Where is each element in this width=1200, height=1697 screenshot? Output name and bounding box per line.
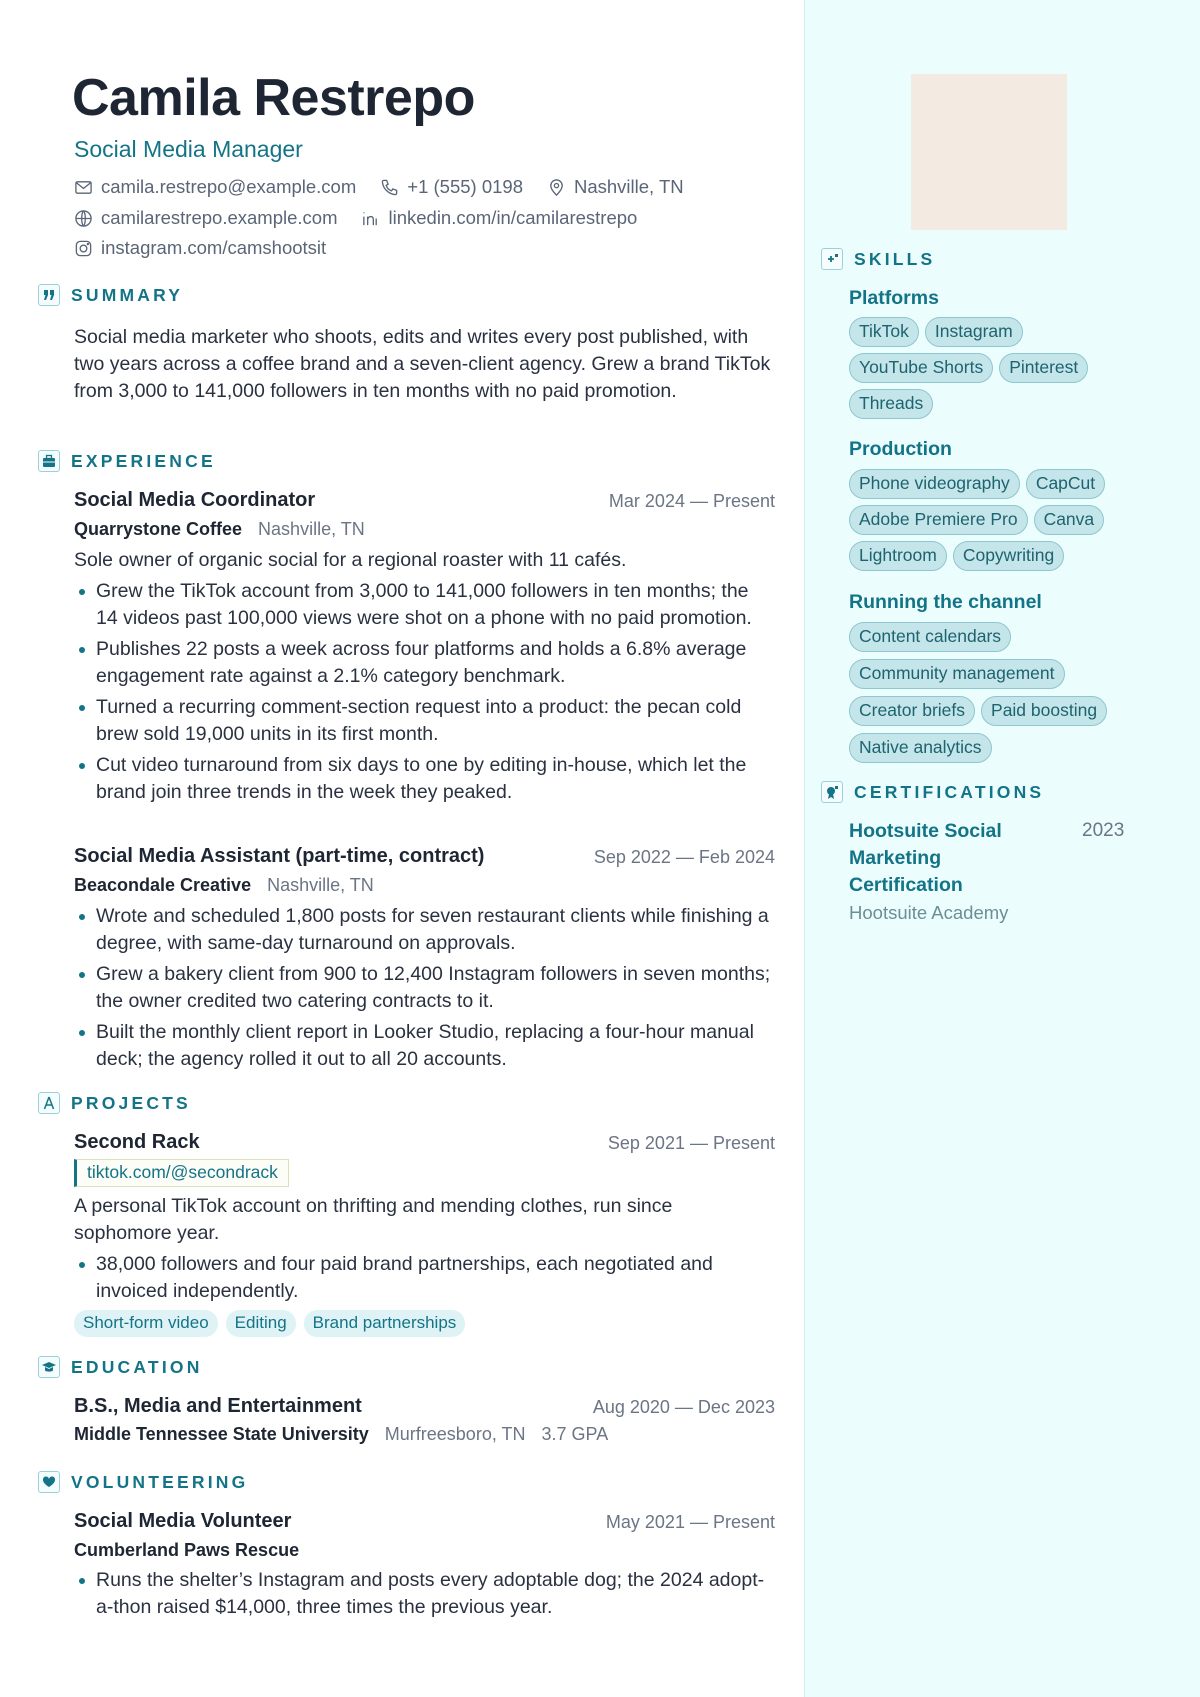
briefcase-icon [38,450,60,472]
skill-chip: YouTube Shorts [849,353,993,383]
phone-contact[interactable] [380,176,523,198]
chip-row [849,696,1107,726]
project-name: Second Rack [74,1131,200,1153]
degree: B.S., Media and Entertainment [74,1395,362,1417]
skill-chip: Phone videography [849,469,1020,499]
skill-chip: Native analytics [849,733,992,763]
gpa: 3.7 GPA [541,1424,609,1444]
skill-chip: Lightroom [849,541,947,571]
job-location: Nashville, TN [267,875,374,895]
skills-heading [821,248,935,270]
certification-name: Hootsuite Social Marketing Certification [849,820,1002,896]
job-description: Sole owner of organic social for a regional roaster with 11 cafés. [74,549,627,571]
badge-icon [821,781,843,803]
job-bullets [74,578,775,810]
education-title: EDUCATION [71,1356,203,1377]
linkedin-contact[interactable] [361,207,637,229]
phone-icon [380,178,399,197]
linkedin-text: linkedin.com/in/camilarestrepo [388,207,638,228]
tag: Editing [226,1310,296,1337]
volunteering-heading [38,1471,248,1493]
chip-row [849,541,1064,571]
profile-photo-placeholder [911,74,1067,230]
list-item: Runs the shelter’s Instagram and posts every adoptable dog; the 2024 adopt-a-thon raised $14,000, three times the previous year. [74,1567,775,1621]
job-title: Social Media Assistant (part-time, contract) [74,845,485,867]
projects-title: PROJECTS [71,1092,191,1113]
contact-row [74,176,684,198]
tag: Short-form video [74,1310,218,1337]
job-location: Nashville, TN [258,519,365,539]
list-item: Turned a recurring comment-section request into a product: the pecan cold brew sold 19,000 units in its first month. [74,694,775,748]
skill-group-title: Production [849,438,952,460]
contact-row [74,237,326,259]
chip-row [849,317,1023,347]
list-item: Wrote and scheduled 1,800 posts for seven restaurant clients while finishing a degree, with same-day turnaround on approvals. [74,903,775,957]
volunteer-bullets [74,1567,775,1625]
summary-heading [38,284,183,306]
project-description: A personal TikTok account on thrifting and mending clothes, run since sophomore year. [74,1195,673,1244]
skill-chip: TikTok [849,317,919,347]
list-item: Grew the TikTok account from 3,000 to 141,000 followers in ten months; the 14 videos past 100,000 views were shot on a phone with no paid promotion. [74,578,775,632]
skill-group-title: Running the channel [849,591,1042,613]
project-link[interactable]: tiktok.com/@secondrack [74,1159,289,1187]
project-dates: Sep 2021 — Present [607,1133,775,1153]
education-subline [74,1424,608,1445]
candidate-name: Camila Restrepo [72,69,475,127]
chip-row [849,733,992,763]
skill-chip: Copywriting [953,541,1064,571]
education-dates: Aug 2020 — Dec 2023 [592,1397,775,1417]
list-item: 38,000 followers and four paid brand partnerships, each negotiated and invoiced independently. [74,1251,775,1305]
map-pin-icon [547,178,566,197]
instagram-text: instagram.com/camshootsit [101,237,327,258]
list-item: Publishes 22 posts a week across four platforms and holds a 6.8% average engagement rate against a 2.1% category benchmark. [74,636,775,690]
website-contact[interactable] [74,207,337,229]
volunteer-subline [74,1540,299,1561]
website-text: camilarestrepo.example.com [101,207,338,228]
globe-icon [74,209,93,228]
chip-row [849,353,1088,383]
chip-row [849,659,1065,689]
job-company: Quarrystone Coffee [74,519,243,539]
volunteer-role: Social Media Volunteer [74,1510,292,1532]
plus-icon [821,248,843,270]
list-item: Built the monthly client report in Looker Studio, replacing a four-hour manual deck; the agency rolled it out to all 20 accounts. [74,1019,775,1073]
volunteer-dates: May 2021 — Present [605,1512,775,1532]
skill-chip: Canva [1034,505,1105,535]
job-dates: Sep 2022 — Feb 2024 [593,847,775,867]
email-text: camila.restrepo@example.com [101,176,357,197]
job-dates: Mar 2024 — Present [608,491,775,511]
compass-icon [38,1092,60,1114]
job-company: Beacondale Creative [74,875,252,895]
chip-row [849,469,1105,499]
phone-text: +1 (555) 0198 [407,176,523,197]
skill-chip: CapCut [1026,469,1105,499]
location-text: Nashville, TN [573,176,684,197]
chip-row [849,505,1104,535]
volunteer-org: Cumberland Paws Rescue [74,1540,300,1560]
certification-issuer: Hootsuite Academy [849,902,1009,923]
contact-row [74,207,637,229]
location-contact [547,176,684,198]
skill-chip: Community management [849,659,1065,689]
envelope-icon [74,178,93,197]
instagram-contact[interactable] [74,237,326,259]
list-item: Cut video turnaround from six days to one by editing in-house, which let the brand join three trends in the week they peaked. [74,752,775,806]
school-location: Murfreesboro, TN [384,1424,526,1444]
experience-title: EXPERIENCE [71,450,216,471]
chip-row [849,389,933,419]
skill-chip: Creator briefs [849,696,975,726]
candidate-role: Social Media Manager [74,136,303,162]
job-subline [74,875,374,896]
project-tags [74,1310,465,1337]
chip-row [849,622,1011,652]
skill-chip: Content calendars [849,622,1011,652]
skills-title: SKILLS [854,248,936,269]
skill-chip: Adobe Premiere Pro [849,505,1028,535]
certifications-heading [821,781,1044,803]
education-heading [38,1356,203,1378]
skill-chip: Pinterest [999,353,1088,383]
skill-chip: Threads [849,389,933,419]
tag: Brand partnerships [304,1310,466,1337]
skill-chip: Instagram [925,317,1023,347]
summary-icon [38,284,60,306]
job-bullets [74,903,775,1077]
list-item: Grew a bakery client from 900 to 12,400 Instagram followers in seven months; the owner credited two catering contracts to it. [74,961,775,1015]
skill-chip: Paid boosting [981,696,1107,726]
graduation-cap-icon [38,1356,60,1378]
skill-group-title: Platforms [849,287,939,309]
instagram-icon [74,239,93,258]
summary-title: SUMMARY [71,284,184,305]
linkedin-icon [361,209,380,228]
experience-heading [38,450,216,472]
heart-hands-icon [38,1471,60,1493]
project-bullets [74,1251,775,1309]
volunteering-title: VOLUNTEERING [71,1471,249,1492]
job-title: Social Media Coordinator [74,489,316,511]
school: Middle Tennessee State University [74,1424,369,1444]
certifications-title: CERTIFICATIONS [854,781,1045,802]
certification-year: 2023 [1082,820,1125,841]
projects-heading [38,1092,191,1114]
job-subline [74,519,365,540]
email-contact[interactable] [74,176,356,198]
summary-text: Social media marketer who shoots, edits and writes every post published, with two years across a coffee brand and a seven-client agency. Grew a brand TikTok from 3,000 to 141,000 followers in ten months with no paid promotion. [74,326,771,402]
